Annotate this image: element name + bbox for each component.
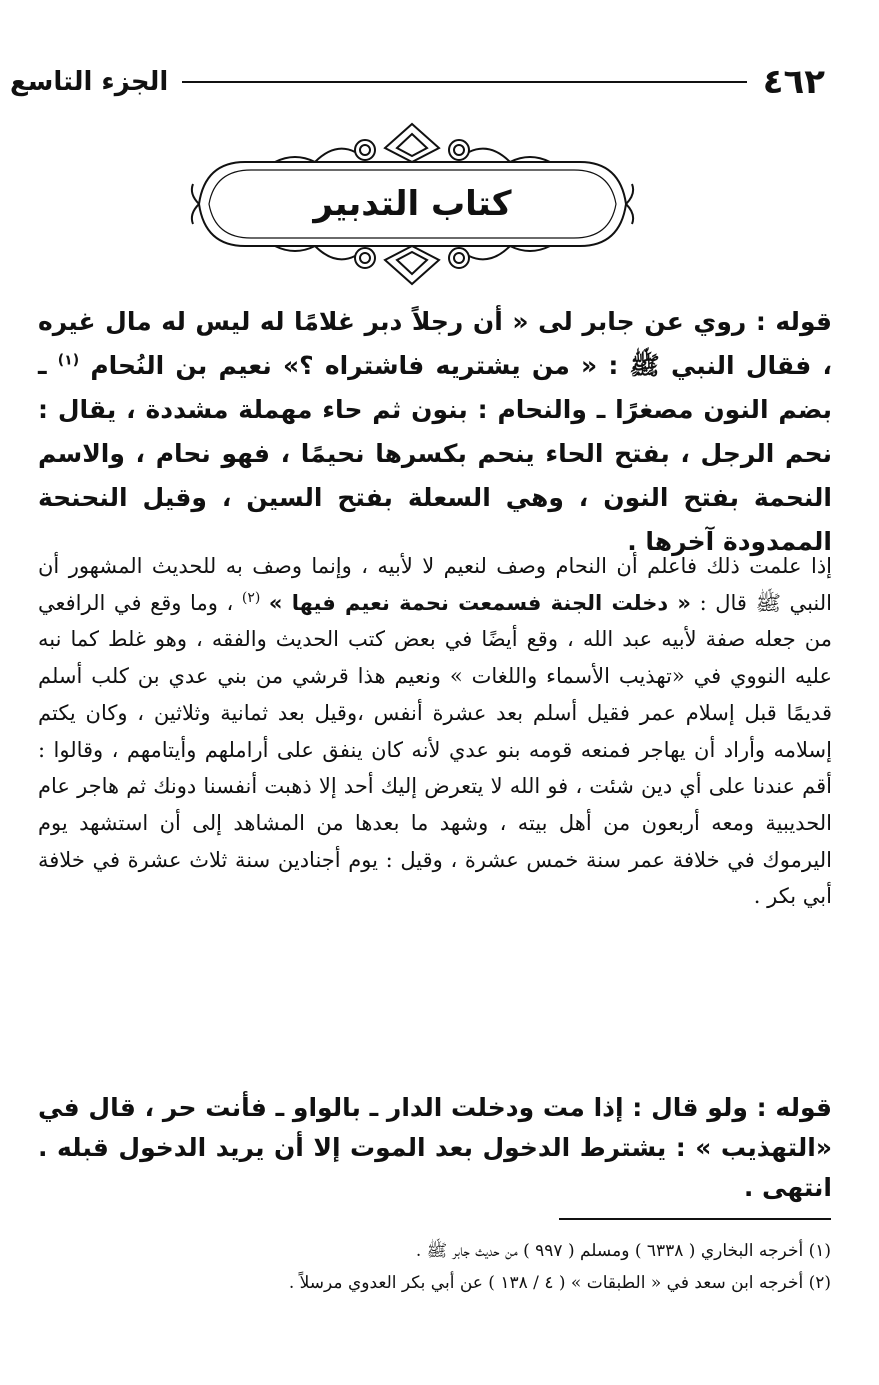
paragraph-1 [38,300,832,564]
page-number: ٤٦٢ [762,62,825,102]
header-rule [182,81,746,83]
paragraph-2-body: ، وما وقع في الرافعي من جعله صفة لأبيه عبد الله ، وقع أيضًا في بعض كتب الحديث والفقه ، وهو غلط كما نبه عليه النووي في «تهذيب الأسماء واللغات » ونعيم هذا قرشي من بني عدي بن كلب أسلم قديمًا قبل إسلام عمر فقيل أسلم بعد عشرة أنفس ،وقيل بعد ثمانية وثلاثين ، وكان يكتم إسلامه وأراد أن يهاجر فمنعه قومه بنو عدي لأنه كان ينفق على أراملهم وأيتامهم ، وقالوا : أقم عندنا على أي دين شئت ، فو الله لا يتعرض إليك أحد إلا ذهبت أنفسنا دونك ثم هاجر عام الحديبية ومعه أربعون من أهل بيته ، وشهد ما بعدها من المشاهد إلى أن استشهد يوم اليرموك في خلافة عمر سنة خمس عشرة ، وقيل : يوم أجنادين سنة ثلاث عشرة في خلافة أبي بكر . [38,590,832,909]
footnote-ref-1: (١) [57,352,80,369]
part-title: الجزء التاسع [10,67,169,97]
page-header [10,62,825,102]
footnote-separator [559,1218,831,1220]
paragraph-2 [38,548,832,915]
paragraph-2-intro: إذا علمت ذلك فاعلم أن النحام وصف لنعيم لا لأبيه ، وإنما وصف به للحديث المشهور أن النبي ﷺ قال : [38,554,832,615]
paragraph-3: قوله : ولو قال : إذا مت ودخلت الدار ـ بالواو ـ فأنت حر ، قال في «التهذيب » : يشترط الدخول بعد الموت إلا أن يريد الدخول قبله . انتهى . [38,1093,832,1202]
book-title: كتاب التدبير [313,184,512,224]
footnote-1: (١) أخرجه البخاري ( ٦٣٣٨ ) ومسلم ( ٩٩٧ ) من حديث جابر ﷺ . [415,1241,831,1261]
paragraph-1-text: قوله : روي عن جابر لى « أن رجلاً دبر غلامًا له ليس له مال غيره ، فقال النبي ﷺ : « من يشتريه فاشتراه ؟» نعيم بن النُحام [38,307,832,380]
footnote-2: (٢) أخرجه ابن سعد في « الطبقات » ( ٤ / ١٣٨ ) عن أبي بكر العدوي مرسلاً . [288,1273,831,1293]
footnote-ref-2: (٢) [241,589,261,606]
hadith-quote: « دخلت الجنة فسمعت نحمة نعيم فيها » [268,590,691,615]
paragraph-1-continued: ـ بضم النون مصغرًا ـ والنحام : بنون ثم حاء مهملة مشددة ، يقال : نحم الرجل ، بفتح الحاء ينحم بكسرها نحيمًا ، فهو نحام ، والاسم النحمة بفتح النون ، وهي السعلة بفتح السين ، وقيل النحنحة الممدودة آخرها . [38,351,832,556]
title-ornament-frame [185,118,640,290]
